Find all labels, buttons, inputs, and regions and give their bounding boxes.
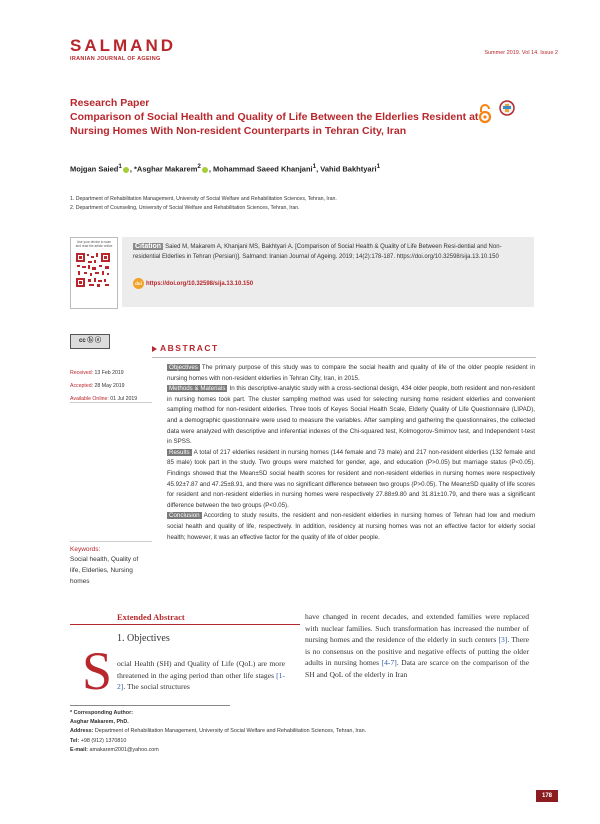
abstract-body bbox=[167, 363, 535, 543]
abstract-conclusion: Conclusion According to study results, the resident and non-resident elderlies in nursing homes of Tehran had low and medium social health and quality of life, respectively. In addition, residency at nursing homes was not an effective factor for elderly social health; however, it was an effective factor for the quality of life of older people. bbox=[167, 512, 535, 541]
divider bbox=[70, 624, 300, 625]
keywords-title: Keywords: bbox=[70, 546, 101, 553]
doi-row bbox=[133, 278, 253, 289]
article-title: Comparison of Social Health and Quality of Life Between the Elderlies Resident at Nursing Homes With Non-resident Counterparts in Tehran City, Iran bbox=[70, 111, 479, 137]
qr-hint: Use your device to scan and read the article online bbox=[75, 240, 113, 248]
affiliation: 2. Department of Counseling, University of Social Welfare and Rehabilitation Sciences, Tehran, Iran. bbox=[70, 205, 300, 211]
issue-info: Summer 2019. Vol 14. Issue 2 bbox=[484, 50, 558, 56]
qr-code-icon[interactable] bbox=[75, 252, 111, 288]
creative-commons-badge[interactable]: cc ⓑ ⓢ bbox=[70, 334, 110, 349]
drop-cap: S bbox=[82, 641, 113, 701]
author-list: Mojgan Saied$^1$ , *Asghar Makarem$^2$ , Mohammad Saeed Khanjani$^1$, Vahid Bakhtyari$^1$ bbox=[70, 163, 381, 174]
divider bbox=[152, 357, 536, 358]
body-column-1: ocial Health (SH) and Quality of Life (QoL) are more threatened in the aging period than other life stages [1-2]. The social structures bbox=[117, 659, 285, 691]
abstract-objectives: Objectives The primary purpose of this study was to compare the social health and quality of life of the older people resident in nursing homes with non-resident elderlies in Tehran City, Iran, in 2015. bbox=[167, 364, 535, 382]
corresponding-author: * Corresponding Author: Asghar Makarem, PhD. Address: Department of Rehabilitation Management, University of Social Welfare and Rehabilitation Sciences, Tehran, Iran. Tel: +98 (912) 1370810 E-mail: amakarem2001@yahoo.com bbox=[70, 710, 367, 753]
reference-link[interactable]: [4-7] bbox=[381, 658, 397, 667]
section-heading: 1. Objectives bbox=[117, 633, 170, 644]
citation-text: Citation Saied M, Makarem A, Khanjani MS, Bakhtyari A. [Comparison of Social Health & Quality of Life Between Resi-dential and Non-residential Elderlies in Tehran (Persian)]. Salmand: Iranian Journal of Ageing. 2019; 14(2):178-187. https://doi.org/10.32598/sija.13.10.150 bbox=[133, 243, 502, 260]
divider bbox=[70, 541, 152, 542]
open-access-icon bbox=[478, 104, 492, 124]
article-type: Research Paper bbox=[70, 97, 150, 109]
abstract-methods: Methods & Materials In this descriptive-analytic study with a cross-sectional design, 434 older people, both resident and non-resident in nursing homes took part. The cluster sampling method was used for selecting nursing home resident elderlies and convenient sampling method for non-resident elderlies. Three tools of Keyes Social Health Scale, Elderly Quality of Life Questionnaire (LIPAD), and a demographic questionnaire were used to measure the variables. After sampling and gathering the questionnaires, the collected data were analyzed with descriptive and inferential indexes of the Chi-squared test, Kolmogorov-Smirnov test, and Independent t-test in SPSS. bbox=[167, 385, 535, 446]
reference-link[interactable]: [1-2] bbox=[117, 670, 285, 691]
abstract-results: Results A total of 217 elderlies resident in nursing homes (144 female and 73 male) and 217 non-resident elderlies (132 female and 85 male) took part in the study. Two groups were matched for gender, age, and education (P>0.05) but marriage status (P<0.05). Findings showed that the Mean±SD social health scores for resident and non-resident elderlies in nursing homes were respectively 45.92±7.87 and 47.25±8.91, and there was no significant difference between two groups (P>0.05). The Mean±SD quality of life scores for resident and non-resident elderlies in nursing homes were respectively 27.88±9.80 and 31.81±10.79, and there was a significant difference between the two groups (P<0.05). bbox=[167, 448, 535, 509]
page-number: 178 bbox=[536, 790, 558, 802]
reference-link[interactable]: [3] bbox=[498, 635, 508, 644]
extended-abstract-title: Extended Abstract bbox=[117, 612, 185, 622]
orcid-icon[interactable] bbox=[123, 167, 129, 173]
doi-link[interactable]: https://doi.org/10.32598/sija.13.10.150 bbox=[146, 281, 254, 288]
dates-block: Received: 13 Feb 2019 Accepted: 28 May 2019 Available Online: 01 Jul 2019 bbox=[70, 370, 138, 402]
divider bbox=[70, 705, 230, 706]
keywords-text: Social health, Quality of life, Elderlies, Nursing homes bbox=[70, 556, 139, 585]
abstract-heading: ABSTRACT bbox=[152, 343, 219, 353]
citation-label: Citation bbox=[135, 243, 162, 250]
crossmark-icon[interactable] bbox=[498, 100, 516, 122]
author-name: Vahid Bakhtyari bbox=[320, 164, 377, 174]
affiliation: 1. Department of Rehabilitation Management, University of Social Welfare and Rehabilitation Sciences, Tehran, Iran. bbox=[70, 196, 337, 202]
journal-name: SALMAND bbox=[70, 36, 176, 55]
author-name: Mojgan Saied bbox=[70, 164, 119, 174]
author-name: Mohammad Saeed Khanjani bbox=[213, 164, 313, 174]
author-name: *Asghar Makarem bbox=[134, 164, 198, 174]
body-column-2: have changed in recent decades, and extended families were replaced with nuclear families. Such transformation has increased the number of nursing homes and the residence of the elderly in such centers [3]. There is no consensus on the positive and negative effects of putting the older adults in nursing homes [4-7]. Data are scarce on the comparison of the SH and QoL of the elderly in Iran bbox=[305, 612, 529, 679]
email-link[interactable]: amakarem2001@yahoo.com bbox=[89, 746, 159, 753]
doi-icon: doi bbox=[133, 278, 144, 289]
orcid-icon[interactable] bbox=[202, 167, 208, 173]
journal-subtitle: IRANIAN JOURNAL OF AGEING bbox=[70, 56, 161, 62]
divider bbox=[70, 402, 152, 403]
